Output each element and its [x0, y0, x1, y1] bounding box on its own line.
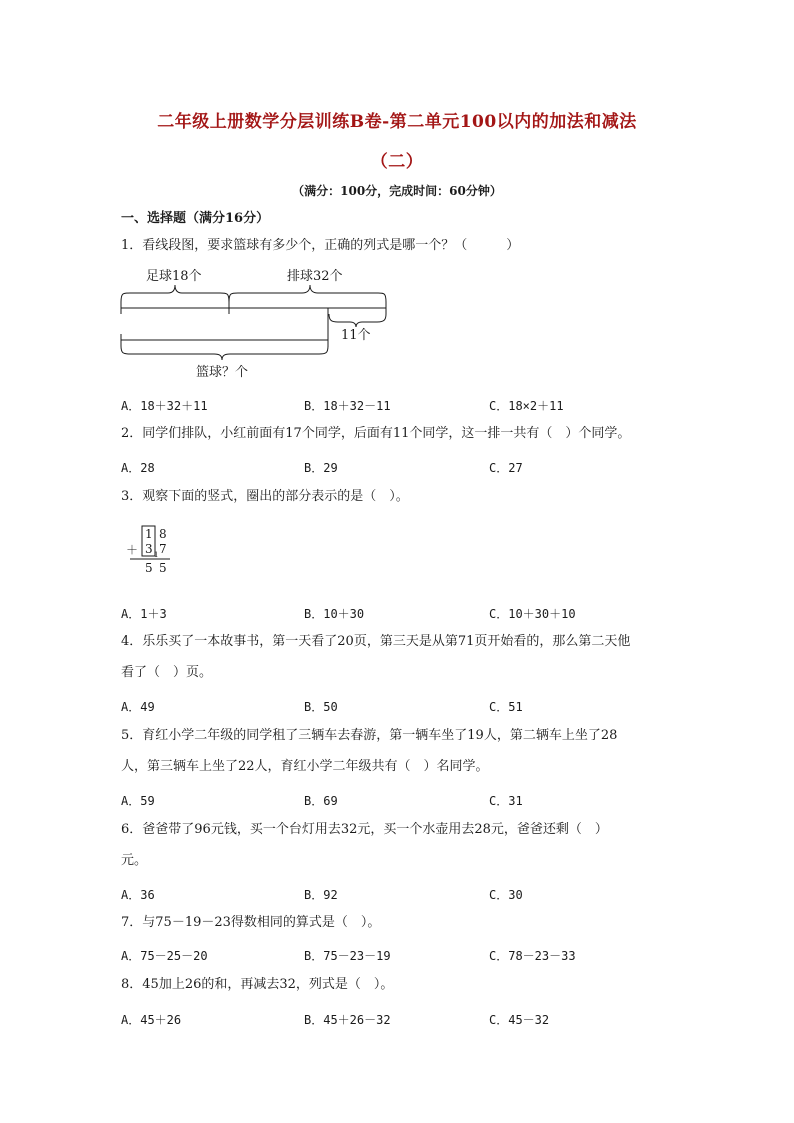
question-2-stem: 2．同学们排队，小红前面有17个同学，后面有11个同学，这一排一共有（ ）个同学。	[121, 426, 631, 441]
difference-brace	[329, 314, 386, 327]
football-brace	[121, 285, 229, 302]
svg-text:7: 7	[159, 542, 167, 556]
q8-option-a[interactable]: A．45＋26	[121, 1013, 182, 1027]
question-6-stem: 6．爸爸带了96元钱，买一个台灯用去32元，买一个水壶用去28元，爸爸还剩（ ）	[121, 822, 608, 837]
document-title-suffix: （二）	[370, 152, 424, 172]
question-5-stem: 5．育红小学二年级的同学租了三辆车去春游，第一辆车坐了19人，第二辆车上坐了28	[121, 728, 618, 743]
exam-info: （满分：100分，完成时间：60分钟）	[292, 184, 502, 198]
line-segment-diagram	[110, 262, 400, 387]
q7-option-c[interactable]: C．78－23－33	[489, 949, 576, 963]
football-label: 足球18个	[146, 269, 202, 284]
q2-option-b[interactable]: B．29	[304, 461, 338, 475]
vertical-addition	[126, 525, 176, 579]
q6-option-c[interactable]: C．30	[489, 888, 523, 902]
document-title: 二年级上册数学分层训练B卷-第二单元100以内的加法和减法	[157, 112, 637, 132]
basketball-brace	[121, 346, 328, 360]
question-7-stem: 7．与75－19－23得数相同的算式是（ ）。	[121, 915, 381, 930]
q3-option-a[interactable]: A．1＋3	[121, 607, 167, 621]
q7-option-a[interactable]: A．75－25－20	[121, 949, 208, 963]
question-4-stem-cont: 看了（ ）页。	[121, 665, 213, 680]
q1-option-c[interactable]: C．18×2＋11	[489, 399, 564, 413]
q8-option-c[interactable]: C．45－32	[489, 1013, 550, 1027]
question-4-stem: 4．乐乐买了一本故事书，第一天看了20页，第三天是从第71页开始看的，那么第二天他	[121, 634, 631, 649]
q6-option-b[interactable]: B．92	[304, 888, 338, 902]
basketball-label: 篮球？个	[196, 365, 249, 380]
q2-option-a[interactable]: A．28	[121, 461, 155, 475]
volleyball-label: 排球32个	[287, 269, 343, 284]
svg-text:5: 5	[159, 561, 167, 575]
svg-text:5: 5	[145, 561, 153, 575]
section-heading: 一、选择题（满分16分）	[121, 211, 270, 226]
q1-option-a[interactable]: A．18＋32＋11	[121, 399, 208, 413]
q3-option-c[interactable]: C．10＋30＋10	[489, 607, 576, 621]
q8-option-b[interactable]: B．45＋26－32	[304, 1013, 391, 1027]
q4-option-b[interactable]: B．50	[304, 700, 338, 714]
question-1-stem: 1．看线段图，要求篮球有多少个，正确的列式是哪一个？（ ）	[121, 238, 520, 253]
q2-option-c[interactable]: C．27	[489, 461, 523, 475]
difference-label: 11个	[341, 328, 371, 343]
q5-option-c[interactable]: C．31	[489, 794, 523, 808]
question-8-stem: 8．45加上26的和，再减去32，列式是（ ）。	[121, 977, 394, 992]
q5-option-a[interactable]: A．59	[121, 794, 155, 808]
q7-option-b[interactable]: B．75－23－19	[304, 949, 391, 963]
q4-option-a[interactable]: A．49	[121, 700, 155, 714]
svg-text:8: 8	[159, 527, 167, 541]
volleyball-brace	[229, 285, 386, 302]
q3-option-b[interactable]: B．10＋30	[304, 607, 365, 621]
question-6-stem-cont: 元。	[121, 853, 148, 868]
question-3-stem: 3．观察下面的竖式，圈出的部分表示的是（ ）。	[121, 489, 409, 504]
question-5-stem-cont: 人，第三辆车上坐了22人，育红小学二年级共有（ ）名同学。	[121, 759, 489, 774]
q6-option-a[interactable]: A．36	[121, 888, 155, 902]
q5-option-b[interactable]: B．69	[304, 794, 338, 808]
svg-text:＋: ＋	[126, 543, 139, 557]
q4-option-c[interactable]: C．51	[489, 700, 523, 714]
svg-text:1: 1	[145, 527, 153, 541]
svg-text:3: 3	[145, 542, 153, 556]
svg-text:1: 1	[154, 551, 159, 559]
q1-option-b[interactable]: B．18＋32－11	[304, 399, 391, 413]
